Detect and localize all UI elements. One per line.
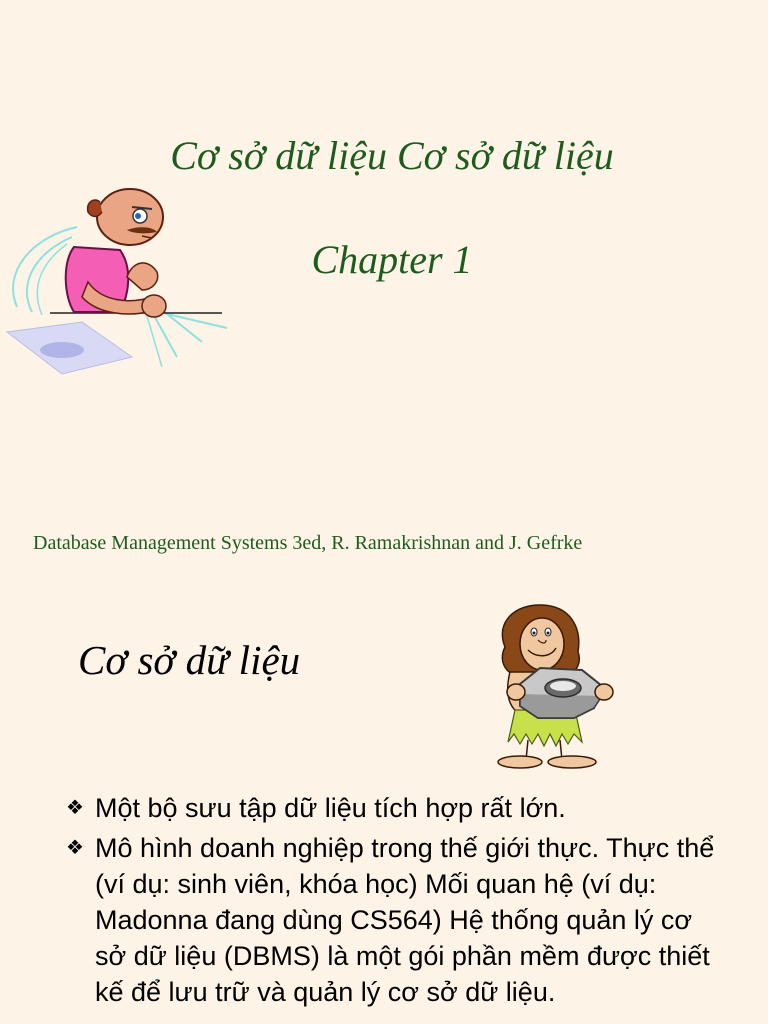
diamond-bullet-icon: ❖ [66,797,84,819]
bullet-text: Mô hình doanh nghiệp trong thế giới thực. Thực thể (ví dụ: sinh viên, khóa học) Mối quan hệ (ví dụ: Madonna đang dùng CS564) Hệ thống quản lý cơ sở dữ liệu (DBMS) là một gói phần mềm được thiết kế để lưu trữ và quản lý cơ sở dữ liệu. [95,833,715,1007]
slide-2-title: Cơ sở dữ liệu [78,637,301,683]
list-item [66,790,726,826]
slide-1-title: Cơ sở dữ liệu Cơ sở dữ liệu [170,133,614,178]
slide-footer: Database Management Systems 3ed, R. Ramakrishnan and J. Gefrke [33,532,583,554]
list-item [66,830,726,1010]
caveman-with-stone-wheel-clipart [490,602,620,774]
slide-1-subtitle: Chapter 1 [311,237,473,282]
bullet-list [66,790,726,1014]
bullet-text: Một bộ sưu tập dữ liệu tích hợp rất lớn. [95,793,566,823]
diamond-bullet-icon: ❖ [66,837,84,859]
